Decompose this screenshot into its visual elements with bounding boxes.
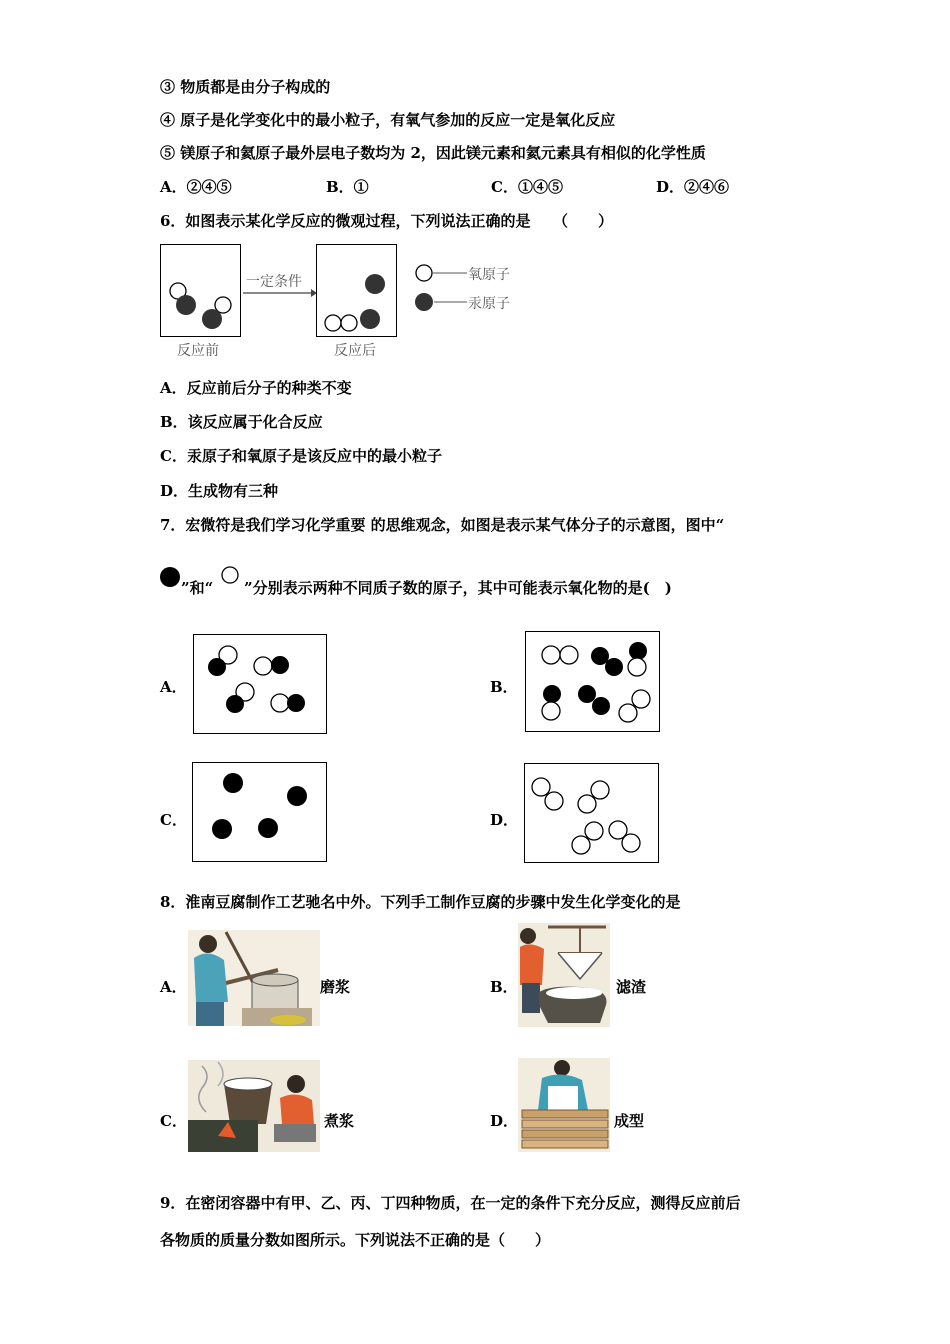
after-caption: 反应后 (334, 343, 376, 359)
q6-option-d[interactable]: D．生成物有三种 (160, 482, 279, 500)
q6-stem: 6．如图表示某化学反应的微观过程，下列说法正确的是 （ ） (160, 212, 613, 230)
q5-option-c[interactable]: C．①④⑤ (491, 178, 563, 196)
q6-option-b[interactable]: B．该反应属于化合反应 (160, 413, 323, 431)
statement-4: ④ 原子是化学变化中的最小粒子，有氧气参加的反应一定是氧化反应 (160, 111, 616, 129)
q6-option-a[interactable]: A．反应前后分子的种类不变 (160, 379, 352, 397)
q8-step-a: 磨浆 (320, 978, 351, 996)
q8-step-d: 成型 (614, 1112, 645, 1130)
q5-option-a[interactable]: A．②④⑤ (160, 178, 232, 196)
q8-label-b[interactable]: B． (490, 978, 518, 996)
q9-stem-line1: 9．在密闭容器中有甲、乙、丙、丁四种物质，在一定的条件下充分反应，测得反应前后 (160, 1194, 741, 1212)
statement-3: ③ 物质都是由分子构成的 (160, 78, 331, 96)
filled-circle-icon (160, 567, 180, 587)
q6-option-c[interactable]: C．汞原子和氧原子是该反应中的最小粒子 (160, 447, 442, 465)
q7-option-c-molecules (192, 762, 327, 862)
arrow-label: 一定条件 (246, 274, 302, 290)
q8-stem: 8．淮南豆腐制作工艺驰名中外。下列手工制作豆腐的步骤中发生化学变化的是 (160, 893, 681, 911)
before-molecules (160, 244, 241, 337)
q8-label-a[interactable]: A． (160, 978, 187, 996)
q8-step-c: 煮浆 (324, 1112, 355, 1130)
q7-label-d[interactable]: D． (490, 811, 519, 829)
q7-option-a-molecules (193, 634, 327, 734)
legend-symbols (415, 264, 475, 312)
statement-5: ⑤ 镁原子和氦原子最外层电子数均为 2，因此镁元素和氦元素具有相似的化学性质 (160, 144, 706, 162)
q7-label-a[interactable]: A． (160, 678, 187, 696)
q7-stem-line1: 7．宏微符是我们学习化学重要 的思维观念，如图是表示某气体分子的示意图，图中“ (160, 516, 725, 534)
boiling-illustration[interactable] (188, 1060, 320, 1152)
filtering-illustration[interactable] (518, 923, 610, 1027)
q8-label-c[interactable]: C． (160, 1112, 187, 1130)
open-circle-icon (222, 567, 238, 583)
q9-stem-line2: 各物质的质量分数如图所示。下列说法不正确的是（ ） (160, 1231, 551, 1249)
q7-stem-mid: ”和“ (181, 579, 214, 597)
q8-step-b: 滤渣 (616, 978, 647, 996)
q7-label-c[interactable]: C． (160, 811, 187, 829)
q7-stem-line2: ”分别表示两种不同质子数的原子，其中可能表示氧化物的是( ) (244, 579, 672, 597)
q8-label-d[interactable]: D． (490, 1112, 519, 1130)
legend-mercury: 汞原子 (468, 296, 510, 312)
q7-label-b[interactable]: B． (490, 678, 518, 696)
forming-illustration[interactable] (518, 1058, 610, 1152)
legend-oxygen: 氧原子 (468, 267, 510, 283)
q5-option-b[interactable]: B．① (326, 178, 369, 196)
q7-option-d-molecules (524, 763, 659, 863)
before-caption: 反应前 (177, 343, 219, 359)
q7-option-b-molecules (525, 631, 660, 732)
after-molecules (316, 244, 397, 337)
grinding-illustration[interactable] (188, 930, 320, 1026)
q5-option-d[interactable]: D．②④⑥ (656, 178, 730, 196)
